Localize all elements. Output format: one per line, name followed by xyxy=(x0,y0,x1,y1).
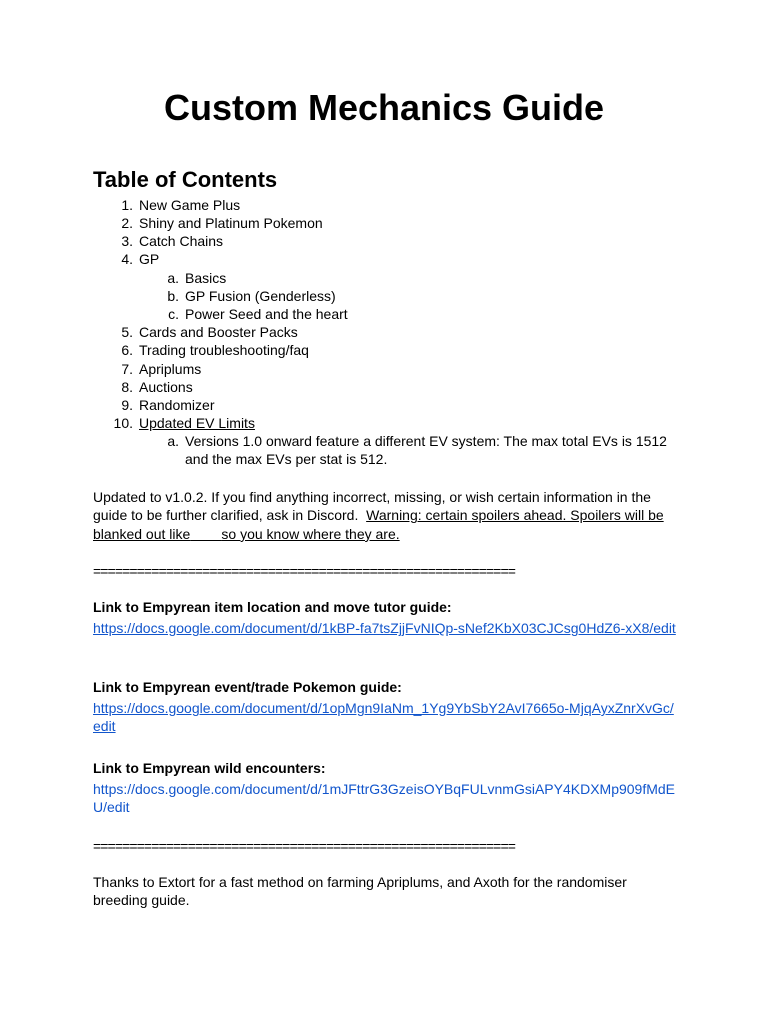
toc-item-number: 1. xyxy=(121,197,133,213)
toc-item-number: 6. xyxy=(121,342,133,358)
spoiler-blank xyxy=(190,526,221,542)
toc-item-label: GP xyxy=(139,251,160,267)
intro-text: Updated to v1.0.2. If you find anything incorrect, missing, or wish certain information in the guide to be further clarified, ask in Discord. xyxy=(93,489,651,524)
toc-item-label: Randomizer xyxy=(139,397,215,413)
toc-item-label: Trading troubleshooting/faq xyxy=(139,342,309,358)
toc-item-label: Apriplums xyxy=(139,361,202,377)
document-title: Custom Mechanics Guide xyxy=(163,87,605,128)
toc-item-number: 9. xyxy=(121,397,133,413)
toc-item-label: Power Seed and the heart xyxy=(185,306,348,322)
toc-item-label: Cards and Booster Packs xyxy=(139,324,298,340)
toc-item-number: b. xyxy=(167,288,179,304)
toc-heading: Table of Contents xyxy=(93,167,278,192)
toc-item-label: Shiny and Platinum Pokemon xyxy=(139,215,323,231)
toc-item-number: 5. xyxy=(121,324,133,340)
toc-item-number: 7. xyxy=(121,361,133,377)
toc-item-number: a. xyxy=(167,433,179,449)
event-trade-guide-link[interactable]: https://docs.google.com/document/d/1opMgn9IaNm_1Yg9YbSbY2AvI7665o-MjqAyxZnrXvGc/edit xyxy=(93,700,674,735)
toc-item-label: Basics xyxy=(185,270,227,286)
toc-item-number: 3. xyxy=(121,233,133,249)
link-label: Link to Empyrean item location and move tutor guide: xyxy=(93,599,452,615)
toc-item-label: Updated EV Limits xyxy=(139,415,255,431)
toc-item-number: 10. xyxy=(113,415,133,431)
toc-item-label: GP Fusion (Genderless) xyxy=(185,288,336,304)
toc-item-number: a. xyxy=(167,270,179,286)
toc-item-number: 8. xyxy=(121,379,133,395)
toc-item-number: c. xyxy=(168,306,179,322)
link-label: Link to Empyrean event/trade Pokemon guide: xyxy=(93,679,402,695)
toc-item-label: Auctions xyxy=(139,379,193,395)
thanks-paragraph: Thanks to Extort for a fast method on farming Apriplums, and Axoth for the randomiser breeding guide. xyxy=(93,874,627,909)
link-label: Link to Empyrean wild encounters: xyxy=(93,760,326,776)
intro-paragraph xyxy=(93,488,678,544)
separator-line: ========================================================== xyxy=(93,838,515,854)
spoiler-warning-end: so you know where they are. xyxy=(221,525,400,542)
separator-line: ========================================================== xyxy=(93,563,515,579)
toc-item-label: New Game Plus xyxy=(139,197,241,213)
spoiler-warning: Warning: certain spoilers ahead. Spoilers will be blanked out like xyxy=(93,507,664,542)
toc-item-label: Catch Chains xyxy=(139,233,224,249)
toc-item-label: Versions 1.0 onward feature a different EV system: The max total EVs is 1512 and the max EVs per stat is 512. xyxy=(185,433,667,467)
toc-item-number: 4. xyxy=(121,251,133,267)
toc-item-number: 2. xyxy=(121,215,133,231)
item-location-guide-link[interactable]: https://docs.google.com/document/d/1kBP-fa7tsZjjFvNIQp-sNef2KbX03CJCsg0HdZ6-xX8/edit xyxy=(93,620,676,636)
wild-encounters-link[interactable]: https://docs.google.com/document/d/1mJFttrG3GzeisOYBqFULvnmGsiAPY4KDXMp909fMdEU/edit xyxy=(93,781,676,816)
